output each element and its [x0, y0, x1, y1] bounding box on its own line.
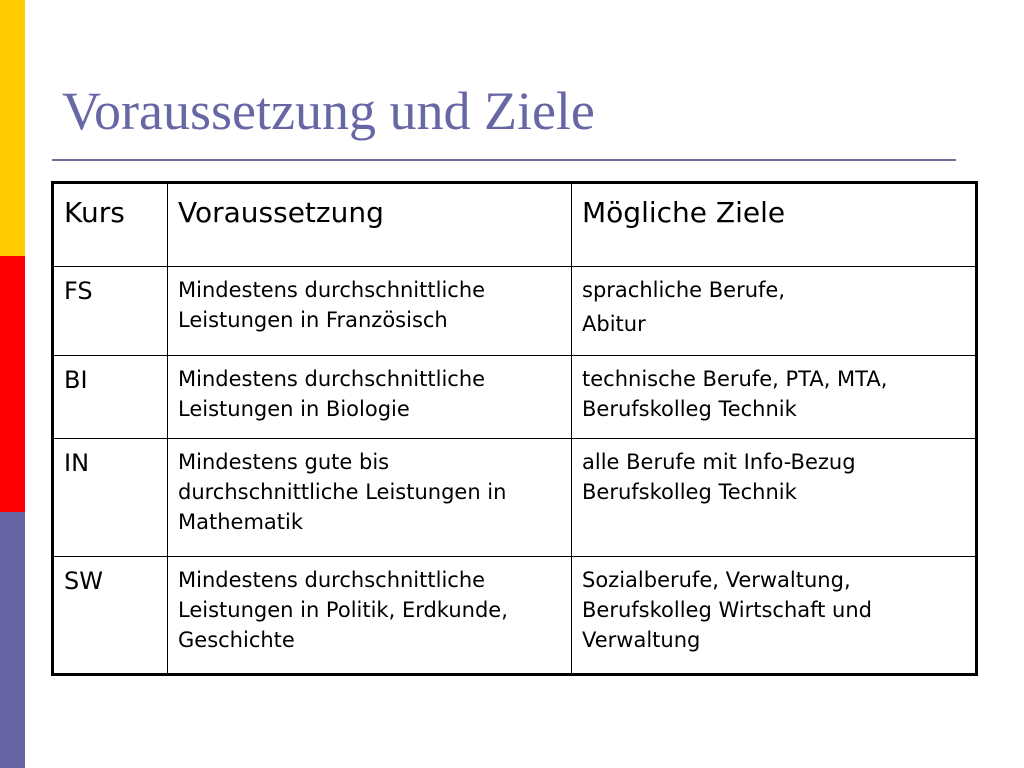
side-bar-red [0, 256, 25, 512]
table-row [53, 439, 977, 557]
voraussetzung-cell: Mindestens durchschnittliche Leistungen in Politik, Erdkunde, Geschichte [168, 557, 572, 675]
side-bar-blue [0, 512, 25, 768]
goals-table [51, 181, 978, 676]
ziel-line: Sozialberufe, Verwaltung, Berufskolleg Wirtschaft und Verwaltung [582, 568, 873, 652]
table-row [53, 267, 977, 356]
slide-title: Voraussetzung und Ziele [62, 81, 595, 141]
kurs-cell: IN [53, 439, 168, 557]
ziele-cell [572, 356, 977, 439]
header-ziele: Mögliche Ziele [572, 183, 977, 267]
table-header-row [53, 183, 977, 267]
voraussetzung-cell: Mindestens durchschnittliche Leistungen in Biologie [168, 356, 572, 439]
title-underline [52, 159, 956, 161]
ziele-cell [572, 267, 977, 356]
header-kurs: Kurs [53, 183, 168, 267]
voraussetzung-cell: Mindestens durchschnittliche Leistungen in Französisch [168, 267, 572, 356]
ziel-line: alle Berufe mit Info-Bezug Berufskolleg Technik [582, 450, 856, 504]
kurs-cell: BI [53, 356, 168, 439]
table-row [53, 356, 977, 439]
ziel-line: sprachliche Berufe, [582, 278, 786, 302]
header-voraussetzung: Voraussetzung [168, 183, 572, 267]
ziele-cell [572, 439, 977, 557]
ziele-cell [572, 557, 977, 675]
ziel-line: Abitur [582, 312, 646, 336]
kurs-cell: SW [53, 557, 168, 675]
voraussetzung-cell: Mindestens gute bis durchschnittliche Leistungen in Mathematik [168, 439, 572, 557]
kurs-cell: FS [53, 267, 168, 356]
ziel-line: technische Berufe, PTA, MTA, Berufskolleg Technik [582, 367, 888, 421]
table-row [53, 557, 977, 675]
side-bar-yellow [0, 0, 25, 256]
